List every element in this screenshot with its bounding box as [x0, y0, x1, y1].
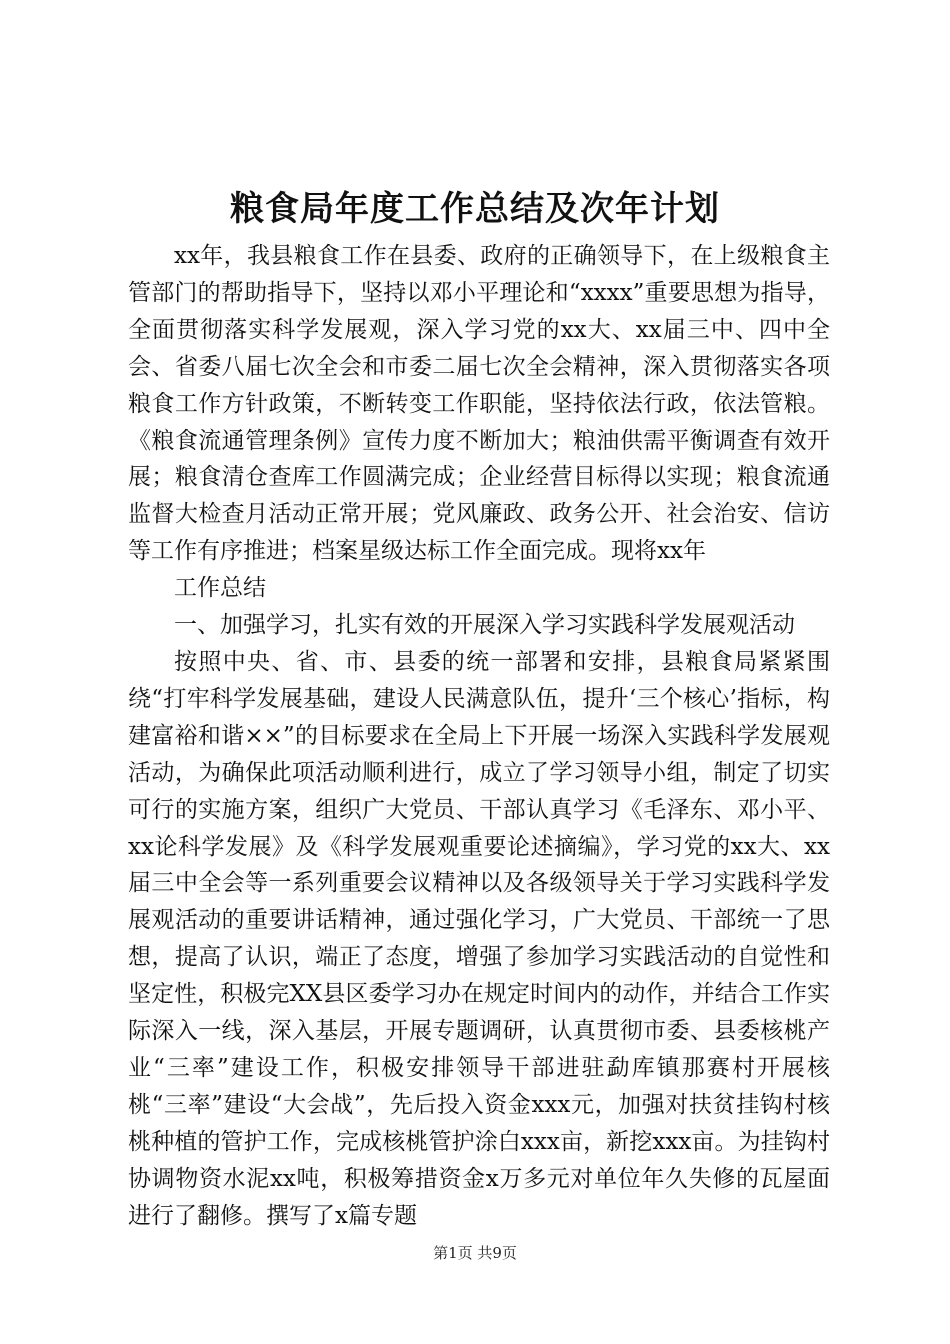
paragraph-intro: xx年，我县粮食工作在县委、政府的正确领导下，在上级粮食主管部门的帮助指导下，坚持以邓小平理论和“xxxx”重要思想为指导，全面贯彻落实科学发展观，深入学习党的xx大、xx届三中、四中全会、省委八届七次全会和市委二届七次全会精神，深入贯彻落实各项粮食工作方针政策，不断转变工作职能，坚持依法行政，依法管粮。《粮食流通管理条例》宣传力度不断加大；粮油供需平衡调查有效开展；粮食清仓查库工作圆满完成；企业经营目标得以实现；粮食流通监督大检查月活动正常开展；党风廉政、政务公开、社会治安、信访等工作有序推进；档案星级达标工作全面完成。现将xx年 — [128, 243, 830, 565]
document-title: 粮食局年度工作总结及次年计划 — [230, 189, 720, 229]
section-heading-summary: 工作总结 — [174, 575, 266, 602]
paragraph-study-details: 按照中央、省、市、县委的统一部署和安排，县粮食局紧紧围绕“打牢科学发展基础，建设人民满意队伍，提升‘三个核心’指标，构建富裕和谐××”的目标要求在全局上下开展一场深入实践科学发展观活动，为确保此项活动顺利进行，成立了学习领导小组，制定了切实可行的实施方案，组织广大党员、干部认真学习《毛泽东、邓小平、xx论科学发展》及《科学发展观重要论述摘编》，学习党的xx大、xx届三中全会等一系列重要会议精神以及各级领导关于学习实践科学发展观活动的重要讲话精神，通过强化学习，广大党员、干部统一了思想，提高了认识，端正了态度，增强了参加学习实践活动的自觉性和坚定性，积极完XX县区委学习办在规定时间内的动作，并结合工作实际深入一线，深入基层，开展专题调研，认真贯彻市委、县委核桃产业“三率”建设工作，积极安排领导干部进驻勐库镇那赛村开展核桃“三率”建设“大会战”，先后投入资金xxx元，加强对扶贫挂钩村核桃种植的管护工作，完成核桃管护涂白xxx亩，新挖xxx亩。为挂钩村协调物资水泥xx吨，积极筹措资金x万多元对单位年久失修的瓦屋面进行了翻修。撰写了x篇专题 — [128, 648, 830, 1229]
page-footer: 第1页 共9页 — [433, 1244, 517, 1262]
document-body — [128, 238, 830, 1234]
section-heading-study: 一、加强学习，扎实有效的开展深入学习实践科学发展观活动 — [174, 612, 795, 639]
